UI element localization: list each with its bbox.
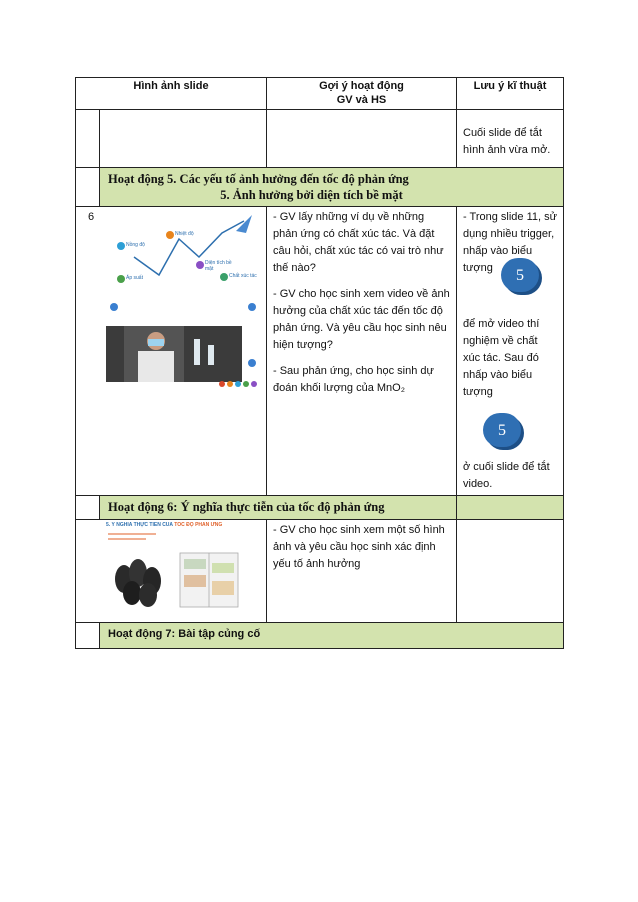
slide-thumbnail: 5. Ý NGHĨA THỰC TIỄN CỦA TỐC ĐỘ PHẢN ỨNG: [106, 522, 256, 610]
section-title: Hoạt động 7: Bài tập củng cố: [100, 623, 564, 649]
trigger-open-video-icon[interactable]: 5: [501, 258, 539, 292]
table-row: [76, 207, 564, 496]
header-slide-image: Hình ảnh slide: [76, 78, 267, 110]
technical-note: - Trong slide 11, sử dụng nhiều trigger, nhấp vào biểu tượng 5 để mở video thí nghiệm về chất xúc tác. Sau đó nhấp vào biểu tượng 5 ở cuối slide để tắt video.: [457, 207, 564, 496]
slide-image: [106, 529, 256, 610]
activity-suggestion: - GV cho học sinh xem một số hình ảnh và yêu cầu học sinh xác định yếu tố ảnh hưởng: [267, 520, 457, 623]
section-title: Hoạt động 5. Các yếu tố ảnh hưởng đến tốc độ phản ứng 5. Ảnh hưởng bởi diện tích bề mặt: [100, 168, 564, 207]
header-technical-note: Lưu ý kĩ thuật: [457, 78, 564, 110]
slide-image: [104, 213, 264, 389]
table-row: [76, 520, 564, 623]
row-number: 6: [88, 211, 95, 223]
section-title: Hoạt động 6: Ý nghĩa thực tiễn của tốc độ phản ứng: [100, 496, 457, 520]
section-row-activity-6: [76, 496, 564, 520]
activity-suggestion: - GV lấy những ví dụ về những phản ứng có chất xúc tác. Và đặt câu hỏi, chất xúc tác có vai trò như thế nào? - GV cho học sinh xem video về ảnh hưởng của chất xúc tác đến tốc độ phản ứng. Và yêu cầu học sinh nêu hiện tượng? - Sau phản ứng, cho học sinh dự đoán khối lượng của MnO₂: [267, 207, 457, 496]
section-row-activity-7: [76, 623, 564, 649]
lesson-table: [75, 77, 563, 649]
technical-note: Cuối slide để tắt hình ảnh vừa mở.: [457, 110, 564, 168]
slide-thumbnail: Nồng độ Nhiệt độ Áp suất Diện tích bề mặt Chất xúc tác: [104, 213, 264, 389]
header-activity-suggestion: Gợi ý hoạt động GV và HS: [267, 78, 457, 110]
section-row-activity-5: [76, 168, 564, 207]
trigger-close-video-icon[interactable]: 5: [483, 413, 521, 447]
table-header-row: [76, 78, 564, 110]
table-row: [76, 110, 564, 168]
